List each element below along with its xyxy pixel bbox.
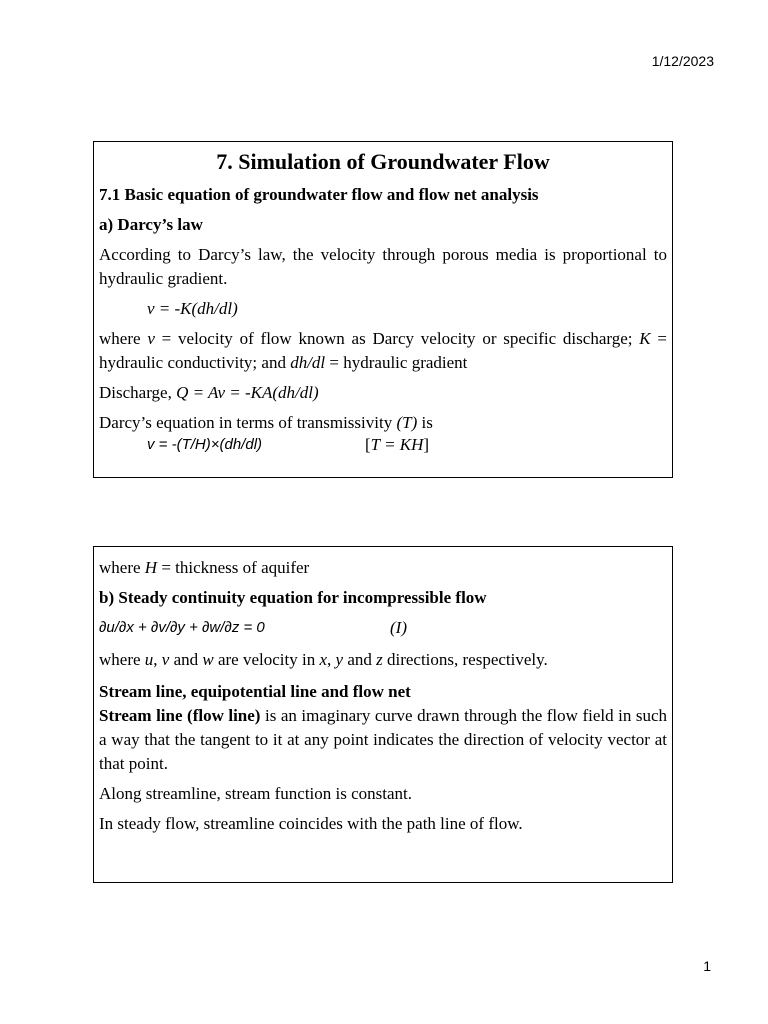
section-heading: 7.1 Basic equation of groundwater flow and flow net analysis (99, 185, 539, 204)
discharge-line (99, 381, 667, 405)
transmissivity-line (99, 411, 667, 435)
text-segment: is an imaginary curve drawn through the flow field in such a way that the tangent to it at any point indicates the direction of velocity vector at that point. (99, 706, 667, 773)
text-segment: is (417, 413, 433, 432)
slide-2 (93, 546, 673, 883)
var-v: v (147, 329, 155, 348)
text-segment: are velocity in (213, 650, 320, 669)
subsection-darcys-law: a) Darcy’s law (99, 215, 203, 234)
var-z: z (376, 650, 383, 669)
discharge-equation: Q = Av = -KA(dh/dl) (176, 383, 319, 402)
var-dhdl: dh/dl (290, 353, 326, 372)
var-v: v (161, 650, 170, 669)
bracket-close: ] (423, 435, 430, 454)
darcy-equation: v = -K(dh/dl) (147, 299, 238, 318)
text-segment: = hydraulic conductivity; and (99, 329, 667, 372)
stream-line-heading: Stream line, equipotential line and flow net (99, 682, 411, 701)
text-segment: and (169, 650, 203, 669)
var-K: K (639, 329, 651, 348)
var-H: H (144, 558, 158, 577)
relation-equation: T = KH (370, 435, 424, 454)
transmissivity-relation (365, 433, 429, 457)
var-u: u (144, 650, 154, 669)
text-segment: where (99, 558, 145, 577)
continuity-equation: ∂u/∂x + ∂v/∂y + ∂w/∂z = 0 (99, 619, 265, 636)
text-segment: directions, respectively. (382, 650, 548, 669)
page-title: 7. Simulation of Groundwater Flow (216, 149, 550, 174)
bracket-open: [ (365, 435, 371, 454)
transmissivity-equation: v = -(T/H)×(dh/dl) (147, 436, 263, 453)
continuity-equation-label: (I) (390, 618, 407, 637)
darcy-where-paragraph (99, 327, 667, 375)
header-date: 1/12/2023 (651, 53, 714, 69)
text-segment: = hydraulic gradient (325, 353, 468, 372)
text-segment: where (99, 650, 145, 669)
stream-line-term: Stream line (flow line) (99, 706, 261, 725)
stream-function-line: Along streamline, stream function is constant. (99, 784, 413, 803)
var-w: w (202, 650, 214, 669)
darcy-intro-paragraph: According to Darcy’s law, the velocity through porous media is proportional to hydraulic gradient. (99, 245, 667, 288)
transmissivity-equation-row (99, 433, 667, 457)
thickness-line (99, 556, 667, 580)
continuity-equation-row (99, 616, 667, 640)
stream-line-definition (99, 704, 667, 776)
text-segment: , (327, 650, 336, 669)
text-segment: = velocity of flow known as Darcy velocity or specific discharge; (154, 329, 640, 348)
subsection-continuity: b) Steady continuity equation for incompressible flow (99, 588, 487, 607)
text-segment: = thickness of aquifer (157, 558, 310, 577)
text-segment: and (343, 650, 377, 669)
text-segment: , (153, 650, 162, 669)
discharge-label: Discharge, (99, 383, 177, 402)
text-segment: where (99, 329, 148, 348)
var-T: (T) (396, 413, 418, 432)
velocity-components-line (99, 648, 667, 672)
var-y: y (335, 650, 344, 669)
text-segment: Darcy’s equation in terms of transmissivity (99, 413, 397, 432)
slide-1 (93, 141, 673, 478)
var-x: x (319, 650, 328, 669)
steady-flow-line: In steady flow, streamline coincides with the path line of flow. (99, 814, 523, 833)
page-number: 1 (703, 958, 711, 974)
